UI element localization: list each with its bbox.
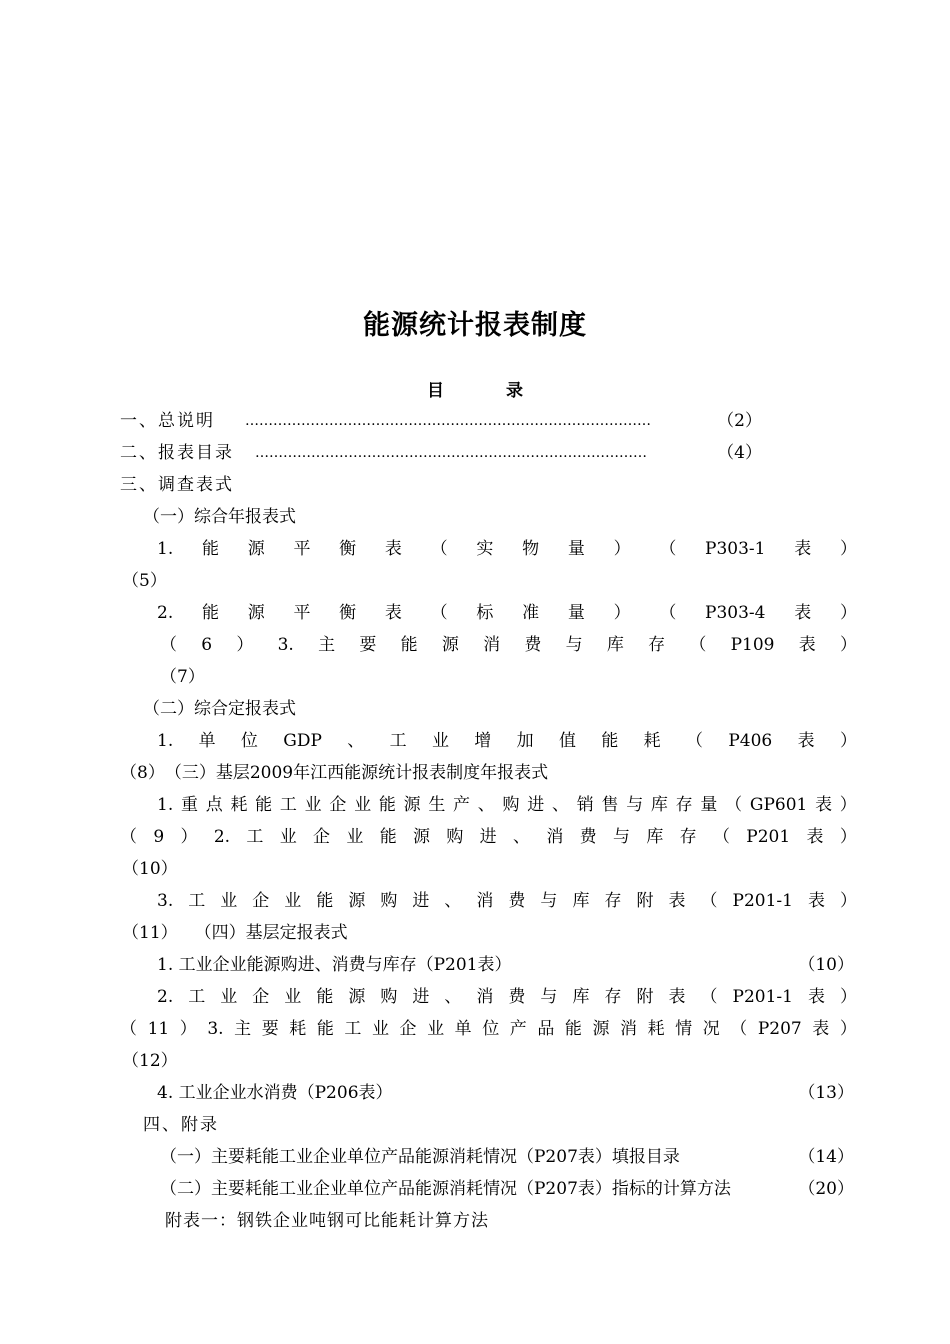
toc-item-1-2-token: 标 bbox=[476, 603, 494, 623]
toc-item-1-2-token: ） bbox=[839, 603, 857, 623]
toc-item-4-1-label: 1. 工业企业能源购进、消费与库存（P201表） bbox=[157, 955, 512, 975]
toc-item-4-2-cont bbox=[120, 1018, 857, 1040]
toc-item-3-3-token: （ bbox=[700, 891, 718, 911]
toc-appendix-3-label: 附表一：钢铁企业吨钢可比能耗计算方法 bbox=[165, 1211, 489, 1231]
toc-item-3-1-token: 重 bbox=[180, 795, 198, 815]
toc-dot-leader-2: ………………………………………………………………………… bbox=[255, 445, 647, 461]
toc-item-2-1-token: P406 bbox=[728, 731, 773, 751]
toc-item-4-2-token: 工 bbox=[188, 987, 206, 1007]
toc-item-3-3-token: 业 bbox=[284, 891, 302, 911]
toc-item-1-1-token: 1. bbox=[157, 539, 174, 559]
toc-item-3-1-token: 、 bbox=[551, 795, 569, 815]
toc-item-3-1-token: 进 bbox=[527, 795, 545, 815]
toc-item-3-1-cont-token: 存 bbox=[679, 827, 697, 847]
toc-item-4-2-cont-token: 业 bbox=[427, 1019, 445, 1039]
toc-item-3-1-token: 销 bbox=[576, 795, 594, 815]
toc-item-3-1-token: ） bbox=[839, 795, 857, 815]
toc-item-1-2-cont-token: 与 bbox=[565, 635, 583, 655]
toc-item-3-1-token: 耗 bbox=[230, 795, 248, 815]
toc-item-4-2-token: 表 bbox=[807, 987, 825, 1007]
toc-section-2-page: （4） bbox=[717, 443, 762, 463]
toc-item-2-1 bbox=[157, 730, 857, 752]
toc-item-1-2-token: 2. bbox=[157, 603, 174, 623]
toc-item-1-2-cont-token: 主 bbox=[318, 635, 336, 655]
toc-item-3-1-cont-token: 业 bbox=[346, 827, 364, 847]
toc-item-3-1-cont-token: （ bbox=[120, 827, 137, 847]
toc-item-3-1-token: 表 bbox=[815, 795, 833, 815]
toc-item-4-2-cont-token: 企 bbox=[399, 1019, 417, 1039]
toc-item-2-1-token: 表 bbox=[797, 731, 815, 751]
toc-item-4-2-token: 、 bbox=[444, 987, 462, 1007]
toc-appendix-1-label: （一）主要耗能工业企业单位产品能源消耗情况（P207表）填报目录 bbox=[160, 1147, 680, 1167]
toc-item-1-2-cont-token: 要 bbox=[359, 635, 377, 655]
toc-item-1-2-cont-token: 费 bbox=[524, 635, 542, 655]
toc-item-3-1-cont-token: 与 bbox=[612, 827, 630, 847]
toc-item-3-1-cont-token: 购 bbox=[446, 827, 464, 847]
toc-appendix-2-page: （20） bbox=[798, 1179, 854, 1199]
toc-heading bbox=[0, 376, 950, 401]
toc-item-3-1-token: 售 bbox=[601, 795, 619, 815]
toc-item-1-1-page: （5） bbox=[122, 571, 167, 591]
toc-dot-leader-1: …………………………………………………………………………… bbox=[245, 413, 651, 429]
toc-item-4-2-cont-token: 能 bbox=[564, 1019, 582, 1039]
toc-item-1-2-token: 表 bbox=[794, 603, 812, 623]
toc-item-1-2-cont bbox=[160, 634, 857, 656]
toc-item-4-2-token: 与 bbox=[540, 987, 558, 1007]
toc-item-1-1-token: 物 bbox=[522, 539, 540, 559]
toc-item-2-1-token: 位 bbox=[240, 731, 258, 751]
toc-item-1-2-cont-token: 3. bbox=[277, 635, 294, 655]
toc-item-1-2-cont-token: 消 bbox=[483, 635, 501, 655]
toc-item-3-1-token: 1. bbox=[157, 795, 174, 815]
toc-item-3-1-cont-token: ） bbox=[839, 827, 857, 847]
toc-item-4-2 bbox=[157, 986, 857, 1008]
toc-item-2-1-token: 能 bbox=[601, 731, 619, 751]
toc-item-3-1-token: 量 bbox=[700, 795, 718, 815]
toc-item-1-2-cont-token: 表 bbox=[798, 635, 816, 655]
toc-item-4-2-cont-token: （ bbox=[120, 1019, 137, 1039]
toc-item-4-2-cont-token: 要 bbox=[261, 1019, 279, 1039]
toc-item-1-1-token: 表 bbox=[384, 539, 402, 559]
toc-sub-2: （二）综合定报表式 bbox=[143, 699, 296, 719]
toc-item-1-2-token: 表 bbox=[384, 603, 402, 623]
toc-section-4-label: 四、附录 bbox=[143, 1115, 219, 1135]
toc-item-1-1-token: P303-1 bbox=[705, 539, 766, 559]
toc-item-3-1-token: 库 bbox=[650, 795, 668, 815]
toc-item-3-3-token: ） bbox=[840, 891, 857, 911]
toc-item-1-1-token: 平 bbox=[293, 539, 311, 559]
toc-sub-1: （一）综合年报表式 bbox=[143, 507, 296, 527]
toc-item-1-2-cont-token: 能 bbox=[400, 635, 418, 655]
toc-item-1-1 bbox=[157, 538, 857, 560]
toc-item-3-3-token: 企 bbox=[252, 891, 270, 911]
toc-item-4-2-cont-token: 产 bbox=[509, 1019, 527, 1039]
toc-item-4-2-cont-token: 位 bbox=[482, 1019, 500, 1039]
toc-item-1-1-token: ） bbox=[839, 539, 857, 559]
toc-item-3-1-token: 、 bbox=[477, 795, 495, 815]
toc-item-1-2-token: （ bbox=[659, 603, 677, 623]
toc-item-4-2-cont-token: 耗 bbox=[647, 1019, 665, 1039]
toc-item-2-1-token: 工 bbox=[389, 731, 407, 751]
toc-item-3-1-cont-token: 费 bbox=[579, 827, 597, 847]
toc-item-3-1-cont-token: ） bbox=[180, 827, 198, 847]
toc-item-2-1-token: 、 bbox=[347, 731, 365, 751]
toc-item-4-2-token: 能 bbox=[316, 987, 334, 1007]
toc-item-1-1-token: 表 bbox=[794, 539, 812, 559]
toc-item-4-2-token: ） bbox=[840, 987, 857, 1007]
toc-item-3-1-token: GP601 bbox=[749, 795, 808, 815]
toc-item-1-2-cont-token: ） bbox=[839, 635, 857, 655]
toc-item-3-1-token: 企 bbox=[329, 795, 347, 815]
toc-item-4-3-page: （12） bbox=[122, 1051, 178, 1071]
toc-item-3-1-cont-token: 9 bbox=[153, 827, 165, 847]
toc-item-3-3-token: 存 bbox=[604, 891, 622, 911]
toc-item-4-2-token: 购 bbox=[380, 987, 398, 1007]
toc-item-3-3-token: 源 bbox=[348, 891, 366, 911]
toc-item-2-1-token: 单 bbox=[198, 731, 216, 751]
toc-item-4-2-token: 费 bbox=[508, 987, 526, 1007]
toc-item-3-3-token: 购 bbox=[380, 891, 398, 911]
toc-item-3-3-cont: （11） （四）基层定报表式 bbox=[122, 923, 348, 943]
toc-item-4-2-cont-token: 工 bbox=[344, 1019, 362, 1039]
toc-item-4-2-cont-token: ） bbox=[179, 1019, 197, 1039]
toc-item-3-3-token: 能 bbox=[316, 891, 334, 911]
toc-item-4-2-token: 企 bbox=[252, 987, 270, 1007]
toc-item-4-2-token: 业 bbox=[220, 987, 238, 1007]
toc-item-3-1-token: 源 bbox=[403, 795, 421, 815]
toc-item-1-2-cont-token: 库 bbox=[606, 635, 624, 655]
toc-item-4-2-cont-token: 能 bbox=[316, 1019, 334, 1039]
toc-item-4-2-cont-token: 消 bbox=[620, 1019, 637, 1039]
toc-heading-right: 录 bbox=[506, 381, 523, 401]
toc-item-1-2-token: 衡 bbox=[339, 603, 357, 623]
toc-item-4-2-cont-token: 表 bbox=[812, 1019, 830, 1039]
toc-item-3-1-cont-token: 企 bbox=[313, 827, 331, 847]
toc-item-4-2-cont-token: 3. bbox=[207, 1019, 224, 1039]
toc-item-4-2-cont-token: 况 bbox=[702, 1019, 720, 1039]
toc-item-3-1-cont-token: （ bbox=[712, 827, 730, 847]
toc-item-4-2-token: 表 bbox=[668, 987, 686, 1007]
toc-item-3-1-cont-token: P201 bbox=[746, 827, 791, 847]
toc-section-2-label: 二、报表目录 bbox=[120, 443, 234, 463]
toc-item-4-4-page: （13） bbox=[798, 1083, 854, 1103]
toc-item-4-4-label: 4. 工业企业水消费（P206表） bbox=[157, 1083, 393, 1103]
toc-item-3-1-token: 购 bbox=[502, 795, 520, 815]
toc-item-3-1-cont bbox=[120, 826, 857, 848]
toc-item-3-1-token: 业 bbox=[304, 795, 322, 815]
toc-item-4-2-cont-token: 情 bbox=[675, 1019, 693, 1039]
toc-item-3-1 bbox=[157, 794, 857, 816]
toc-item-3-3-token: 附 bbox=[636, 891, 654, 911]
toc-item-2-1-token: ） bbox=[839, 731, 857, 751]
toc-item-2-1-cont: （8） （三）基层2009年江西能源统计报表制度年报表式 bbox=[120, 763, 549, 783]
toc-item-3-3-token: 库 bbox=[572, 891, 590, 911]
toc-item-3-1-token: 工 bbox=[279, 795, 297, 815]
toc-item-3-1-token: （ bbox=[725, 795, 743, 815]
toc-item-4-2-cont-token: 业 bbox=[371, 1019, 389, 1039]
toc-item-3-1-cont-token: 、 bbox=[513, 827, 530, 847]
toc-heading-left: 目 bbox=[427, 381, 444, 401]
toc-item-1-1-token: （ bbox=[659, 539, 677, 559]
toc-item-1-2-cont-token: （ bbox=[689, 635, 707, 655]
toc-item-3-3-token: 工 bbox=[188, 891, 206, 911]
toc-item-4-2-token: 库 bbox=[572, 987, 590, 1007]
toc-item-4-2-cont-token: （ bbox=[730, 1019, 748, 1039]
toc-item-3-1-cont-token: 业 bbox=[279, 827, 297, 847]
toc-item-4-2-cont-token: 源 bbox=[592, 1019, 610, 1039]
toc-item-3-1-token: 能 bbox=[255, 795, 273, 815]
toc-item-4-2-token: 附 bbox=[636, 987, 654, 1007]
toc-item-4-2-cont-token: 品 bbox=[537, 1019, 555, 1039]
toc-item-3-1-cont-token: 库 bbox=[646, 827, 664, 847]
toc-item-3-3-token: 消 bbox=[476, 891, 494, 911]
toc-item-4-2-cont-token: 11 bbox=[147, 1019, 170, 1039]
toc-item-1-2-cont-token: P109 bbox=[730, 635, 775, 655]
toc-item-1-2-cont-token: 存 bbox=[648, 635, 666, 655]
toc-item-2-1-token: 加 bbox=[516, 731, 534, 751]
toc-item-1-1-token: ） bbox=[613, 539, 631, 559]
toc-item-3-1-token: 生 bbox=[428, 795, 446, 815]
toc-item-3-1-token: 与 bbox=[626, 795, 644, 815]
toc-item-1-2-cont-token: （ bbox=[160, 635, 177, 655]
toc-item-3-3-token: 、 bbox=[444, 891, 462, 911]
toc-item-1-2-token: 准 bbox=[522, 603, 540, 623]
toc-item-4-2-cont-token: 单 bbox=[454, 1019, 472, 1039]
toc-item-3-1-cont-token: 消 bbox=[546, 827, 564, 847]
toc-item-1-2-token: P303-4 bbox=[705, 603, 766, 623]
toc-item-3-1-cont-token: 源 bbox=[413, 827, 431, 847]
toc-item-4-2-token: P201-1 bbox=[732, 987, 793, 1007]
toc-item-1-1-token: 源 bbox=[247, 539, 265, 559]
toc-item-1-2-cont-token: ） bbox=[236, 635, 254, 655]
toc-item-1-2-token: （ bbox=[430, 603, 448, 623]
toc-item-4-1-page: （10） bbox=[798, 955, 854, 975]
toc-item-2-1-token: GDP bbox=[283, 731, 322, 751]
toc-appendix-2-label: （二）主要耗能工业企业单位产品能源消耗情况（P207表）指标的计算方法 bbox=[160, 1179, 731, 1199]
toc-item-1-2-token: 量 bbox=[567, 603, 585, 623]
toc-item-1-2-token: ） bbox=[613, 603, 631, 623]
toc-item-3-1-token: 业 bbox=[354, 795, 372, 815]
toc-item-3-1-token: 点 bbox=[205, 795, 223, 815]
toc-section-3-label: 三、调查表式 bbox=[120, 475, 234, 495]
toc-item-4-2-token: 存 bbox=[604, 987, 622, 1007]
toc-item-3-3-token: 与 bbox=[540, 891, 558, 911]
toc-item-2-1-token: （ bbox=[686, 731, 704, 751]
toc-item-1-2 bbox=[157, 602, 857, 624]
toc-item-2-1-token: 值 bbox=[558, 731, 576, 751]
toc-item-3-3-token: 表 bbox=[807, 891, 825, 911]
toc-item-3-1-cont-token: 工 bbox=[246, 827, 264, 847]
toc-item-4-2-cont-token: 主 bbox=[234, 1019, 252, 1039]
toc-item-3-3 bbox=[157, 890, 857, 912]
toc-item-4-2-token: 消 bbox=[476, 987, 494, 1007]
toc-item-1-2-token: 平 bbox=[293, 603, 311, 623]
toc-item-4-2-token: 源 bbox=[348, 987, 366, 1007]
toc-item-4-2-token: 2. bbox=[157, 987, 174, 1007]
toc-item-3-3-token: 表 bbox=[668, 891, 686, 911]
toc-item-1-1-token: 能 bbox=[201, 539, 219, 559]
toc-item-1-3-page: （7） bbox=[160, 667, 205, 687]
toc-item-1-2-cont-token: 源 bbox=[441, 635, 459, 655]
toc-item-2-1-token: 增 bbox=[474, 731, 492, 751]
toc-item-3-1-token: 存 bbox=[675, 795, 693, 815]
toc-item-4-2-token: 进 bbox=[412, 987, 430, 1007]
toc-item-3-1-token: 能 bbox=[378, 795, 396, 815]
toc-item-4-2-token: （ bbox=[700, 987, 718, 1007]
toc-item-1-2-token: 源 bbox=[247, 603, 265, 623]
toc-item-4-2-cont-token: ） bbox=[839, 1019, 857, 1039]
toc-appendix-1-page: （14） bbox=[798, 1147, 854, 1167]
toc-item-4-2-cont-token: P207 bbox=[757, 1019, 802, 1039]
toc-item-3-1-cont-token: 表 bbox=[806, 827, 824, 847]
toc-item-2-1-token: 1. bbox=[157, 731, 174, 751]
toc-item-3-2-page: （10） bbox=[122, 859, 178, 879]
toc-item-1-2-token: 能 bbox=[201, 603, 219, 623]
toc-item-2-1-token: 耗 bbox=[643, 731, 661, 751]
page-title: 能源统计报表制度 bbox=[363, 310, 587, 341]
toc-item-3-1-cont-token: 进 bbox=[479, 827, 497, 847]
toc-item-1-1-token: 实 bbox=[476, 539, 494, 559]
toc-item-3-3-token: 进 bbox=[412, 891, 430, 911]
toc-item-3-3-token: P201-1 bbox=[732, 891, 793, 911]
toc-section-1-label: 一、总说明 bbox=[120, 411, 215, 431]
toc-item-4-2-token: 业 bbox=[284, 987, 302, 1007]
toc-item-3-1-token: 产 bbox=[453, 795, 471, 815]
toc-item-3-1-cont-token: 2. bbox=[213, 827, 231, 847]
toc-item-1-1-token: 量 bbox=[567, 539, 585, 559]
toc-item-3-3-token: 业 bbox=[220, 891, 238, 911]
toc-item-3-3-token: 3. bbox=[157, 891, 174, 911]
toc-section-1-page: （2） bbox=[717, 411, 762, 431]
toc-item-1-2-cont-token: 6 bbox=[201, 635, 213, 655]
toc-item-3-3-token: 费 bbox=[508, 891, 526, 911]
toc-item-1-1-token: （ bbox=[430, 539, 448, 559]
toc-item-4-2-cont-token: 耗 bbox=[289, 1019, 307, 1039]
toc-item-2-1-token: 业 bbox=[431, 731, 449, 751]
toc-item-3-1-cont-token: 能 bbox=[379, 827, 397, 847]
toc-item-1-1-token: 衡 bbox=[339, 539, 357, 559]
